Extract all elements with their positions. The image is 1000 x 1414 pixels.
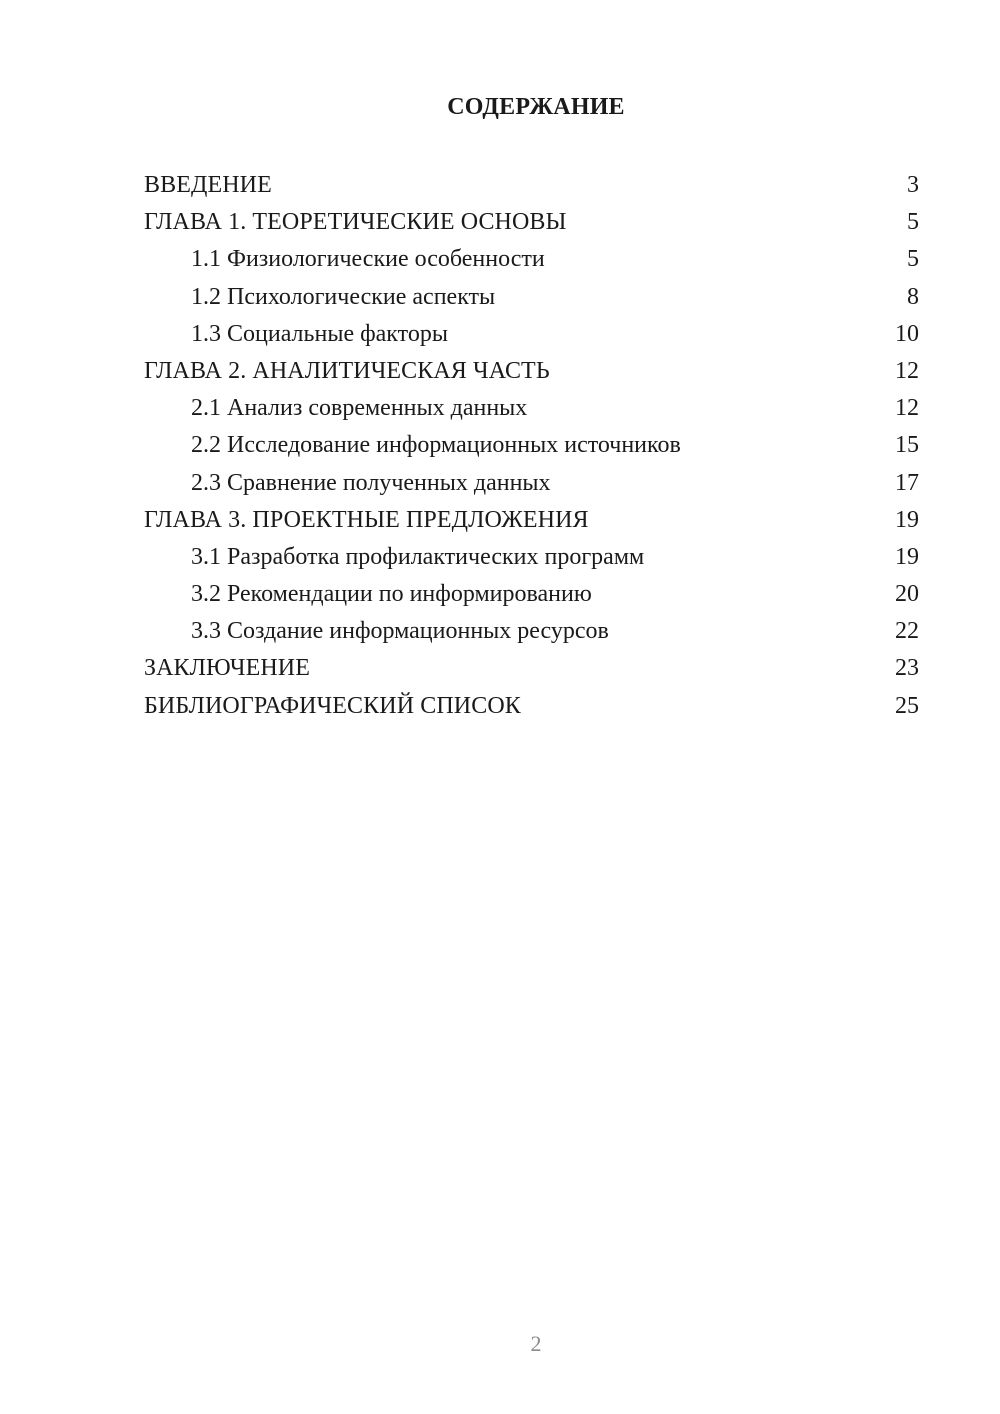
toc-entry-label: 3.3 Создание информационных ресурсов [191,618,609,645]
toc-entry-label: 3.2 Рекомендации по информированию [191,581,592,608]
toc-entry-section-2-2 [144,427,919,464]
toc-entry-label: 2.1 Анализ современных данных [191,395,528,422]
toc-entry-section-3-2 [144,576,919,613]
toc-entry-section-1-1 [144,241,919,278]
toc-entry-page: 15 [895,432,919,459]
toc-title: СОДЕРЖАНИЕ [447,94,625,120]
toc-entry-page: 20 [895,581,919,608]
toc-entry-page: 22 [895,618,919,645]
toc-entry-label: ВВЕДЕНИЕ [144,172,272,198]
toc-entry-page: 5 [907,246,919,273]
toc-entry-page: 19 [895,543,919,570]
toc-entry-chapter-1 [144,204,919,241]
toc-entry-label: ГЛАВА 2. АНАЛИТИЧЕСКАЯ ЧАСТЬ [144,357,550,384]
toc-entry-label: ЗАКЛЮЧЕНИЕ [144,655,310,682]
toc-entry-section-3-1 [144,539,919,576]
toc-entry-page: 25 [895,692,919,719]
toc-entry-label: 2.3 Сравнение полученных данных [191,469,551,496]
toc-entry-page: 12 [895,357,919,384]
toc-entry-page: 19 [895,506,919,533]
toc-entry-section-2-1 [144,390,919,427]
toc-entry-page: 8 [907,283,919,310]
toc-entry-introduction [144,167,919,204]
toc-entry-page: 10 [895,320,919,347]
toc-entry-conclusion [144,650,919,687]
toc-entry-section-1-2 [144,279,919,316]
page-number: 2 [530,1331,542,1356]
toc-entry-page: 5 [907,209,919,236]
toc-entry-section-1-3 [144,316,919,353]
toc-entry-label: ГЛАВА 1. ТЕОРЕТИЧЕСКИЕ ОСНОВЫ [144,209,567,236]
toc-entry-label: ГЛАВА 3. ПРОЕКТНЫЕ ПРЕДЛОЖЕНИЯ [144,506,589,533]
toc-entry-label: 1.3 Социальные факторы [191,320,448,347]
toc-entry-section-3-3 [144,613,919,650]
toc-entry-label: 2.2 Исследование информационных источников [191,432,681,459]
toc-list [144,167,919,725]
toc-entry-page: 3 [907,172,919,198]
toc-entry-chapter-2 [144,353,919,390]
toc-entry-page: 23 [895,655,919,682]
toc-entry-page: 17 [895,469,919,496]
toc-entry-section-2-3 [144,465,919,502]
toc-entry-bibliography [144,688,919,725]
toc-entry-page: 12 [895,395,919,422]
toc-entry-label: 1.1 Физиологические особенности [191,246,545,273]
toc-entry-chapter-3 [144,502,919,539]
toc-entry-label: БИБЛИОГРАФИЧЕСКИЙ СПИСОК [144,692,521,719]
toc-entry-label: 1.2 Психологические аспекты [191,283,496,310]
toc-entry-label: 3.1 Разработка профилактических программ [191,543,645,570]
